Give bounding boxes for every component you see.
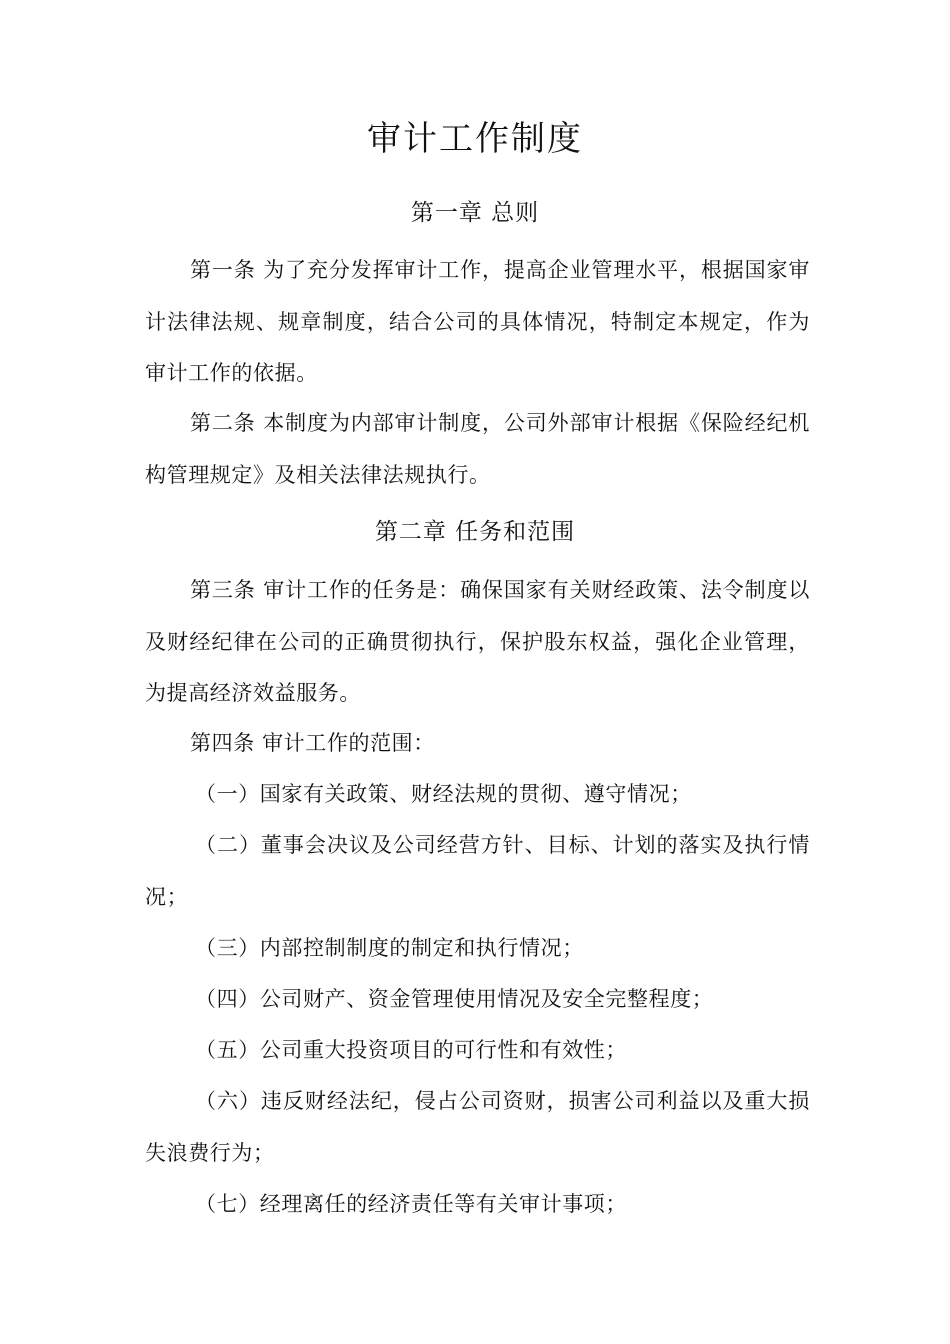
scope-item-3: （三）内部控制制度的制定和执行情况； (195, 936, 584, 960)
scope-item-5: （五）公司重大投资项目的可行性和有效性； (195, 1038, 627, 1062)
article-4: 第四条 审计工作的范围： (190, 731, 435, 755)
chapter-heading-1: 第一章 总则 (410, 200, 540, 226)
article-3: 第三条 审计工作的任务是：确保国家有关财经政策、法令制度以及财经纪律在公司的正确贯彻执行，保护股东权益，强化企业管理，为提高经济效益服务。 (145, 578, 810, 705)
scope-item-2: （二）董事会决议及公司经营方针、目标、计划的落实及执行情况； (145, 833, 810, 909)
scope-item-7: （七）经理离任的经济责任等有关审计事项； (195, 1192, 627, 1216)
scope-item-1: （一）国家有关政策、财经法规的贯彻、遵守情况； (195, 782, 692, 806)
article-1: 第一条 为了充分发挥审计工作，提高企业管理水平，根据国家审计法律法规、规章制度，结合公司的具体情况，特制定本规定，作为审计工作的依据。 (145, 258, 810, 385)
scope-item-4: （四）公司财产、资金管理使用情况及安全完整程度； (195, 987, 714, 1011)
document-title: 审计工作制度 (367, 119, 583, 159)
chapter-heading-2: 第二章 任务和范围 (374, 519, 576, 545)
scope-item-6: （六）违反财经法纪，侵占公司资财，损害公司利益以及重大损失浪费行为； (145, 1089, 810, 1165)
article-2: 第二条 本制度为内部审计制度，公司外部审计根据《保险经纪机构管理规定》及相关法律法规执行。 (145, 411, 810, 487)
